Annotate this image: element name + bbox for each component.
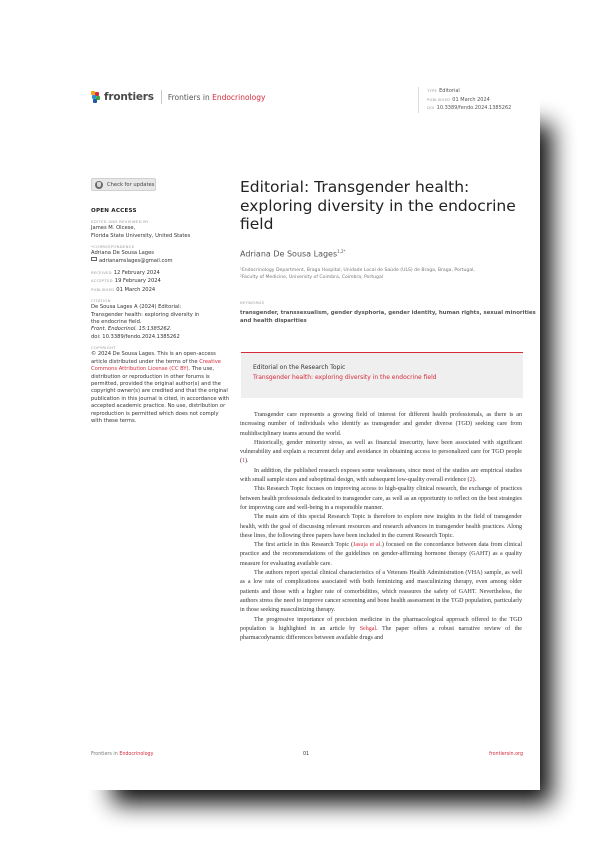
journal-name: Endocrinology bbox=[212, 92, 266, 102]
doi-label: DOI bbox=[427, 105, 435, 110]
paragraph bbox=[240, 439, 522, 467]
paragraph bbox=[240, 541, 522, 569]
journal-header bbox=[91, 90, 265, 104]
paragraph bbox=[240, 467, 522, 486]
article-sidebar bbox=[91, 208, 231, 429]
brand-name[interactable]: frontiers bbox=[104, 91, 154, 103]
reference-link[interactable]: 2 bbox=[469, 477, 473, 484]
correspondence-name: Adriana De Sousa Lages bbox=[91, 250, 154, 257]
paragraph-text: The progressive importance of precision medicine in the pharmacological approach offered to the TGD population is highlighted in an article by bbox=[240, 616, 522, 632]
correspondence-email-row bbox=[91, 258, 231, 265]
copyright-text bbox=[91, 351, 231, 425]
received-label: RECEIVED bbox=[91, 270, 112, 276]
accepted-value: 19 February 2024 bbox=[114, 278, 161, 285]
citation-line: Transgender health: exploring diversity in bbox=[91, 311, 200, 318]
copyright-block bbox=[91, 345, 231, 425]
received-row bbox=[91, 269, 231, 277]
paragraph-text: The first article in this Research Topic ( bbox=[254, 542, 354, 549]
edited-label: EDITED AND REVIEWED BY bbox=[91, 219, 149, 225]
editor-block bbox=[91, 219, 231, 240]
article-title: Editorial: Transgender health: exploring diversity in the endocrine field bbox=[240, 178, 516, 233]
paragraph: The authors report special clinical characteristics of a Veterans Health Administration (VHA) sample, as well as a low rate of complications associated with both feminizing and masculinizing therapy, even among older patients and those with a higher rate of comorbidities, which reassures the safety of GAHT. Nevertheless, the authors stress the need to improve cancer screening and bone health assessment in the TGD population, particularly in those seeking masculinizing therapy. bbox=[240, 570, 522, 614]
keywords: transgender, transsexualism, gender dysphoria, gender identity, human rights, sexual minorities and health disparities bbox=[240, 310, 536, 324]
cc-license-link[interactable]: Creative Commons Attribution License (CC BY) bbox=[91, 358, 221, 373]
topic-intro: Editorial on the Research Topic bbox=[253, 364, 346, 371]
reference-link[interactable]: Sehgal bbox=[359, 625, 377, 632]
received-value: 12 February 2024 bbox=[113, 270, 160, 277]
paragraph-text: . The paper offers a robust narrative review of the pharmacodynamic differences between available drugs and bbox=[240, 625, 522, 642]
footer-journal[interactable] bbox=[91, 752, 153, 757]
citation-line: the endocrine field. bbox=[91, 319, 142, 326]
paragraph-text: ). bbox=[245, 458, 249, 465]
sidebar-published-value: 01 March 2024 bbox=[116, 286, 156, 293]
paragraph: The main aim of this special Research Topic is therefore to explore new insights in the field of transgender health, with the goal of discussing relevant resources and research advances in transgender health practices. Along these lines, the following three papers have been included in the current Research Topic. bbox=[240, 514, 522, 539]
check-for-updates-label: Check for updates bbox=[107, 181, 155, 188]
mail-icon bbox=[91, 257, 97, 261]
check-for-updates-button[interactable] bbox=[91, 178, 156, 191]
author-name[interactable]: Adriana De Sousa Lages bbox=[240, 249, 338, 259]
copyright-post: . The use, distribution or reproduction in other forums is permitted, provided the original author(s) and the copyright owner(s) are credited and that the original publication in this journal is cited, in accordance with accepted academic practice. No use, distribution or reproduction is permitted which does not comply with these terms. bbox=[91, 366, 230, 424]
type-label: TYPE bbox=[427, 88, 438, 93]
paragraph: This Research Topic focuses on improving access to high-quality clinical research, the exchange of practices between health professionals dedicated to transgender care, as well as an opportunity to reflect on the best strategies for improving care and well-being in a responsible manner. bbox=[240, 486, 522, 511]
correspondence-label: *CORRESPONDENCE bbox=[91, 244, 135, 250]
paragraph bbox=[240, 616, 522, 644]
research-topic-link[interactable]: Transgender health: exploring diversity in the endocrine field bbox=[253, 374, 437, 381]
author-line bbox=[240, 249, 346, 259]
footer-journal-prefix: Frontiers in bbox=[91, 752, 120, 757]
published-row bbox=[91, 286, 231, 294]
citation-line: Front. Endocrinol. 15:1385262. bbox=[91, 326, 172, 333]
article-meta bbox=[418, 87, 511, 113]
accepted-row bbox=[91, 277, 231, 285]
paragraph-text: In addition, the published research exposes some weaknesses, since most of the studies are empirical studies with small sample sizes and suboptimal design, with subsequent low-quality overall evidence ( bbox=[240, 467, 522, 484]
affiliation: ¹Endocrinology Department, Braga Hospital, Unidade Local de Saúde (ULS) de Braga, Braga, Portugal, bbox=[240, 268, 475, 273]
copyright-pre: © 2024 De Sousa Lages. This is an open-access article distributed under the terms of the bbox=[91, 351, 216, 365]
affiliations bbox=[240, 268, 540, 282]
copyright-label: COPYRIGHT bbox=[91, 345, 116, 351]
type-value: Editorial bbox=[439, 88, 460, 94]
affiliation: ²Faculty of Medicine, University of Coimbra, Coimbra, Portugal bbox=[240, 274, 384, 280]
paragraph-text: Historically, gender minority stress, as well as financial insecurity, have been associated with significant vulnerability and explain a recurrent delay and avoidance in obtaining access to personalized care for TGD people ( bbox=[240, 439, 522, 465]
correspondence-email[interactable]: adrianamslages@gmail.com bbox=[99, 257, 173, 264]
citation-block bbox=[91, 298, 231, 341]
editor-name: James M. Olcese, bbox=[91, 225, 136, 232]
editor-affiliation: Florida State University, United States bbox=[91, 232, 191, 239]
frontiers-logo-icon bbox=[91, 91, 101, 103]
footer-site-link[interactable]: frontiersin.org bbox=[489, 752, 523, 757]
meta-type bbox=[427, 87, 511, 96]
doi-value[interactable]: 10.3389/fendo.2024.1385262 bbox=[436, 105, 512, 111]
header-divider bbox=[161, 90, 162, 104]
journal-prefix: Frontiers in bbox=[167, 92, 213, 102]
article-body bbox=[240, 411, 522, 643]
open-access-label: OPEN ACCESS bbox=[91, 208, 137, 214]
paragraph: Transgender care represents a growing field of interest for different health professionals, as there is an increasing number of individuals who identify as transgender and gender diverse (TGD) seeking care from multidisciplinary teams around the world. bbox=[240, 412, 522, 437]
crossmark-icon bbox=[95, 181, 103, 189]
published-value: 01 March 2024 bbox=[452, 96, 490, 103]
paragraph-text: ). bbox=[472, 477, 477, 484]
sidebar-published-label: PUBLISHED bbox=[91, 286, 115, 292]
meta-doi bbox=[427, 104, 511, 113]
footer-journal-name: Endocrinology bbox=[119, 752, 154, 757]
meta-published bbox=[427, 96, 511, 105]
page-number: 01 bbox=[303, 752, 310, 757]
citation-label: CITATION bbox=[91, 298, 111, 304]
accepted-label: ACCEPTED bbox=[91, 278, 113, 284]
correspondence-block bbox=[91, 244, 231, 265]
citation-doi[interactable]: doi: 10.3389/fendo.2024.1385262 bbox=[91, 333, 180, 340]
paragraph-text: ) focused on the concordance between data from clinical practice and the recommendations of the guidelines on gender-affirming hormone therapy (GAHT) as a quality measure for evaluating available care. bbox=[240, 542, 523, 567]
keywords-label: KEYWORDS bbox=[240, 300, 265, 305]
published-label: PUBLISHED bbox=[427, 96, 451, 102]
dates-block bbox=[91, 269, 231, 294]
research-topic-box bbox=[241, 352, 523, 398]
journal-title[interactable] bbox=[168, 93, 266, 102]
author-superscript: 1,2* bbox=[337, 249, 346, 254]
reference-link[interactable]: 1 bbox=[242, 458, 246, 465]
citation-line: De Sousa Lages A (2024) Editorial: bbox=[91, 304, 182, 311]
reference-link[interactable]: Jasuja et al. bbox=[353, 542, 382, 549]
